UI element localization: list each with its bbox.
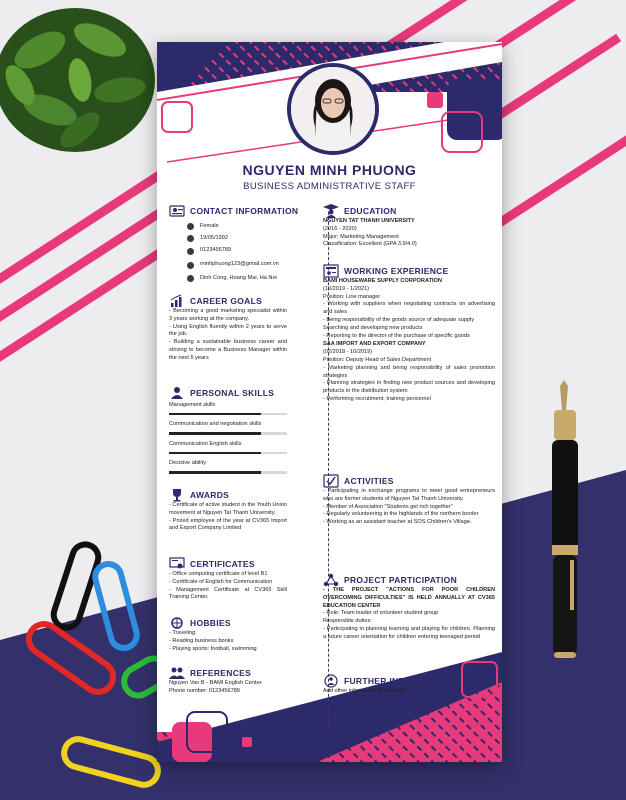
skill-bar — [169, 413, 287, 416]
career-line: - Using English fluently within 2 years to serve the job. — [169, 323, 287, 338]
award-line: - Prized employee of the year at CV365 Import and Export Company Limited — [169, 517, 287, 532]
activity-line: - Member of Association "Students get rich together" — [323, 503, 453, 510]
skills-section — [169, 386, 287, 480]
calendar-icon — [187, 235, 194, 242]
education-line: Classification: Excellent (GPA 3.9/4.0) — [323, 241, 417, 248]
career-line: - Building a sustainable business career and striving to become a Business Manager within the next 5 years — [169, 339, 287, 361]
education-header — [323, 204, 495, 218]
job-line: - Performing recruitment, training personnel — [323, 395, 431, 402]
education-line: Major: Marketing Management — [323, 233, 399, 240]
pen-decoration — [540, 380, 600, 670]
phone-icon — [187, 248, 194, 255]
skill-label: Management skills — [169, 402, 216, 408]
career-heading: CAREER GOALS — [190, 296, 263, 306]
contact-header — [169, 204, 319, 218]
job-line: - Working with suppliers when negotiating contracts on advertising and sales — [323, 301, 495, 316]
contact-item-email — [187, 261, 319, 269]
job-line: - Marketing planning and being responsibility of sales promotion strategies — [323, 364, 495, 379]
awards-header — [169, 488, 287, 502]
certificate-line: - Management Certificate at CV365 Skill Training Center. — [169, 586, 287, 601]
location-icon — [187, 275, 194, 282]
contact-item-gender — [187, 223, 319, 231]
education-heading: EDUCATION — [344, 206, 397, 216]
references-heading: REFERENCES — [190, 668, 252, 678]
reference-line: Phone number: 0123456789 — [169, 687, 240, 694]
certificate-line: - Office computing certificate of level B1 — [169, 571, 268, 577]
education-section — [323, 204, 495, 249]
activity-line: - Participating in exchange programs to meet good entrepreneurs who are former students of Nguyen Tat Thanh University. — [323, 488, 495, 502]
skill-label: Communication and negotiation skills — [169, 421, 262, 428]
project-line: - Role: Team leader of volunteer student group — [323, 610, 439, 617]
project-section — [323, 573, 495, 642]
hobbies-header — [169, 616, 287, 630]
hobbies-heading: HOBBIES — [190, 618, 231, 628]
hobby-line: - Reading business books — [169, 637, 234, 644]
skill-item — [169, 402, 287, 415]
people-icon — [169, 666, 185, 680]
info-person-icon — [323, 674, 339, 688]
project-line: Responsible duties: — [323, 618, 372, 625]
awards-section — [169, 488, 287, 533]
activities-header — [323, 474, 495, 488]
job-line: - Being responsibility of the goods source of adequate supply — [323, 316, 475, 323]
skill-label: Communication English skills — [169, 440, 242, 447]
project-heading: PROJECT PARTICIPATION — [344, 575, 458, 585]
job-company: BAMI HOUSEWARE SUPPLY CORPORATION — [323, 278, 442, 284]
skill-bar-fill — [169, 471, 261, 474]
skills-header — [169, 386, 287, 400]
growth-chart-icon — [169, 294, 185, 308]
skill-item — [169, 460, 287, 473]
skill-item — [169, 421, 287, 434]
job-line: Position: Deputy Head of Sales Department — [323, 356, 432, 363]
contact-section — [169, 204, 319, 283]
job-line: - Reporting to the director of the purchase of specific goods — [323, 332, 470, 339]
experience-header — [323, 264, 495, 278]
contact-phone: 0123456789 — [200, 247, 232, 254]
experience-heading: WORKING EXPERIENCE — [344, 266, 449, 276]
skill-bar-fill — [169, 452, 261, 455]
user-icon — [187, 223, 194, 230]
skills-heading: PERSONAL SKILLS — [190, 388, 275, 398]
project-network-icon — [323, 573, 339, 587]
hobby-line: - Traveling — [169, 630, 196, 636]
awards-heading: AWARDS — [190, 490, 230, 500]
trophy-icon — [169, 488, 185, 502]
contact-card-icon — [169, 204, 185, 218]
project-title: - THE PROJECT "ACTIONS FOR POOR CHILDREN OVERCOMING DIFFICULTIES" IS HELD ANNUALLY AT CV365 EDUCATION CENTER — [323, 587, 495, 609]
person-skill-icon — [169, 386, 185, 400]
skill-bar-fill — [169, 413, 261, 416]
contact-address: Dinh Cong, Hoang Mai, Ha Noi — [200, 274, 277, 281]
further-text: Add other information (if needed): — [323, 688, 407, 694]
job-line: - Planning strategies in finding new product sources and developing products in the distribution system — [323, 380, 495, 395]
experience-section — [323, 264, 495, 404]
education-school: NGUYEN TAT THANH UNIVERSITY — [323, 218, 415, 224]
skill-label: Decisive ability — [169, 460, 206, 467]
career-header — [169, 294, 287, 308]
job-line: Searching and developing new products — [323, 324, 423, 331]
plant-decoration — [0, 0, 170, 170]
project-header — [323, 573, 495, 587]
skill-bar-fill — [169, 432, 261, 435]
further-heading: FURTHER INFORMATION — [344, 676, 453, 686]
activity-line: - Working as an assistant teacher at SOS Children's Village. — [323, 519, 472, 526]
activities-heading: ACTIVITIES — [344, 476, 394, 486]
education-line: (2016 - 2020) — [323, 225, 357, 232]
activity-icon — [323, 474, 339, 488]
candidate-title: BUSINESS ADMINISTRATIVE STAFF — [243, 181, 416, 192]
job-line: (10/2019 - 1/2021) — [323, 285, 370, 292]
person-portrait-icon — [291, 67, 375, 151]
contact-birthday: 19/05/1992 — [200, 234, 228, 241]
contact-item-phone — [187, 247, 319, 255]
job-badge-icon — [323, 264, 339, 278]
references-section — [169, 666, 287, 696]
further-section — [323, 674, 495, 696]
reference-line: Nguyen Van B - BAMI English Center — [169, 680, 262, 686]
graduate-icon — [323, 204, 339, 218]
job-company: SAA IMPORT AND EXPORT COMPANY — [323, 341, 426, 348]
job-line: Position: Line manager — [323, 293, 381, 300]
candidate-name: NGUYEN MINH PHUONG — [242, 162, 417, 178]
contact-heading: CONTACT INFORMATION — [190, 206, 299, 216]
career-line: - Becoming a good marketing specialist within 3 years working at the company. — [169, 308, 287, 322]
contact-item-address — [187, 275, 319, 283]
activities-section — [323, 474, 495, 527]
skill-bar — [169, 432, 287, 435]
contact-email: minhphuong123@gmail.com.vn — [200, 261, 279, 268]
career-section — [169, 294, 287, 363]
certificate-icon — [169, 557, 185, 571]
contact-gender: Female — [200, 222, 219, 229]
skill-bar — [169, 452, 287, 455]
email-icon — [187, 262, 194, 269]
further-header — [323, 674, 495, 688]
hobby-icon — [169, 616, 185, 630]
certificates-section — [169, 557, 287, 602]
activity-line: - Regularly volunteering in the highlands of the northern border — [323, 511, 479, 518]
contact-item-birthday — [187, 235, 319, 243]
hobbies-section — [169, 616, 287, 653]
skill-bar — [169, 471, 287, 474]
references-header — [169, 666, 287, 680]
certificates-heading: CERTIFICATES — [190, 559, 255, 569]
award-line: - Certificate of active student in the Youth Union movement at Nguyen Tat Thanh University. — [169, 502, 287, 516]
profile-photo — [287, 63, 379, 155]
certificate-line: - Certificate of English for Communication — [169, 578, 273, 585]
resume-sheet — [157, 42, 502, 762]
job-line: (02/2018 - 10/2019) — [323, 349, 373, 356]
hobby-line: - Playing sports: football, swimming — [169, 645, 257, 652]
project-line: - Participating in planning learning and playing for children. Planning a future career orientation for children entering teenaged period — [323, 625, 495, 640]
skill-item — [169, 441, 287, 454]
certificates-header — [169, 557, 287, 571]
